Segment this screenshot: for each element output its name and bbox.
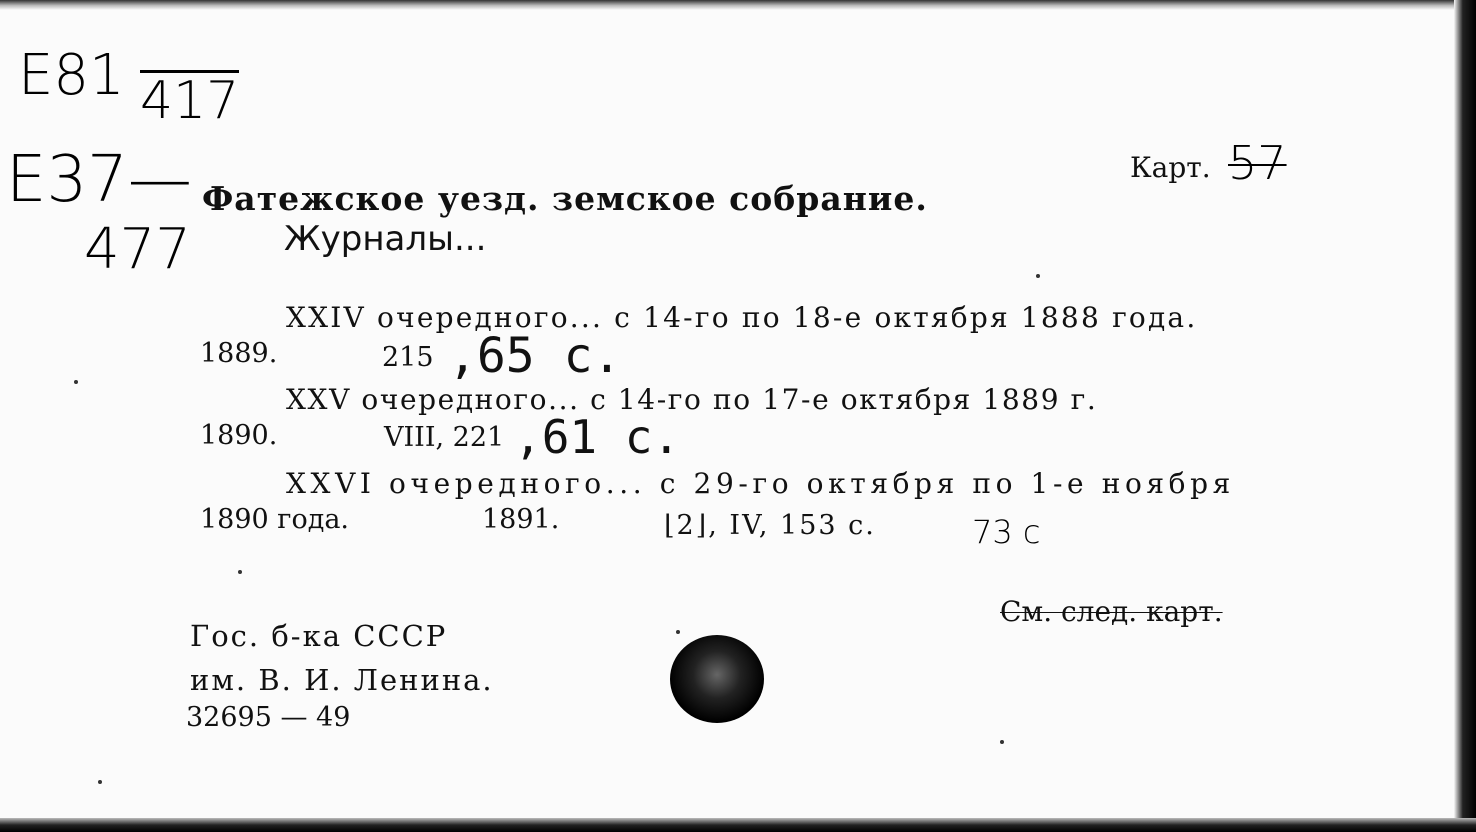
call-number-second: E37— — [6, 143, 192, 217]
punch-hole — [670, 635, 764, 723]
entry-3-year: 1890 года. — [200, 504, 350, 535]
speck — [1000, 740, 1004, 744]
entry-3-handwritten: 73 с — [972, 513, 1041, 551]
entry-3-year2: 1891. — [482, 504, 560, 535]
card-number: 57 — [1228, 136, 1287, 190]
call-number-first-sub: 417 — [140, 71, 240, 131]
entry-2-year: 1890. — [200, 420, 278, 451]
card-top-edge — [0, 0, 1476, 10]
speck — [98, 780, 102, 784]
see-next-card: См. след. карт. — [1000, 595, 1223, 628]
call-number-first: E81 — [18, 43, 125, 108]
entry-2-pages: VIII, 221 — [384, 422, 505, 453]
entry-1-year: 1889. — [200, 338, 278, 369]
library-line-1: Гос. б-ка СССР — [190, 619, 448, 653]
library-line-2: им. В. И. Ленина. — [190, 663, 494, 697]
speck — [238, 570, 242, 574]
card-right-edge — [1454, 0, 1476, 832]
call-number-second-sub: 477 — [84, 217, 191, 282]
speck — [1036, 274, 1040, 278]
card-label: Карт. — [1130, 151, 1211, 184]
entry-1-pages: 215 — [382, 342, 434, 373]
entry-2-handwritten: ,61 с. — [514, 410, 681, 464]
entry-1-title: XXIV очередного... с 14-го по 18-е октября 1888 года. — [286, 301, 1198, 334]
card-bottom-edge — [0, 818, 1476, 832]
speck — [74, 380, 78, 384]
entry-1-handwritten: ,65 с. — [448, 328, 622, 384]
card-subtitle: Журналы... — [284, 219, 487, 259]
entry-3-pages: ⌊2⌋, IV, 153 с. — [664, 510, 876, 541]
entry-3-title: XXVI очередного... с 29-го октября по 1-е ноября — [286, 467, 1235, 500]
speck — [676, 630, 680, 634]
library-line-3: 32695 — 49 — [186, 702, 351, 733]
entry-2-title: XXV очередного... с 14-го по 17-е октября 1889 г. — [286, 383, 1098, 416]
card-heading: Фатежское уезд. земское собрание. — [202, 179, 928, 218]
